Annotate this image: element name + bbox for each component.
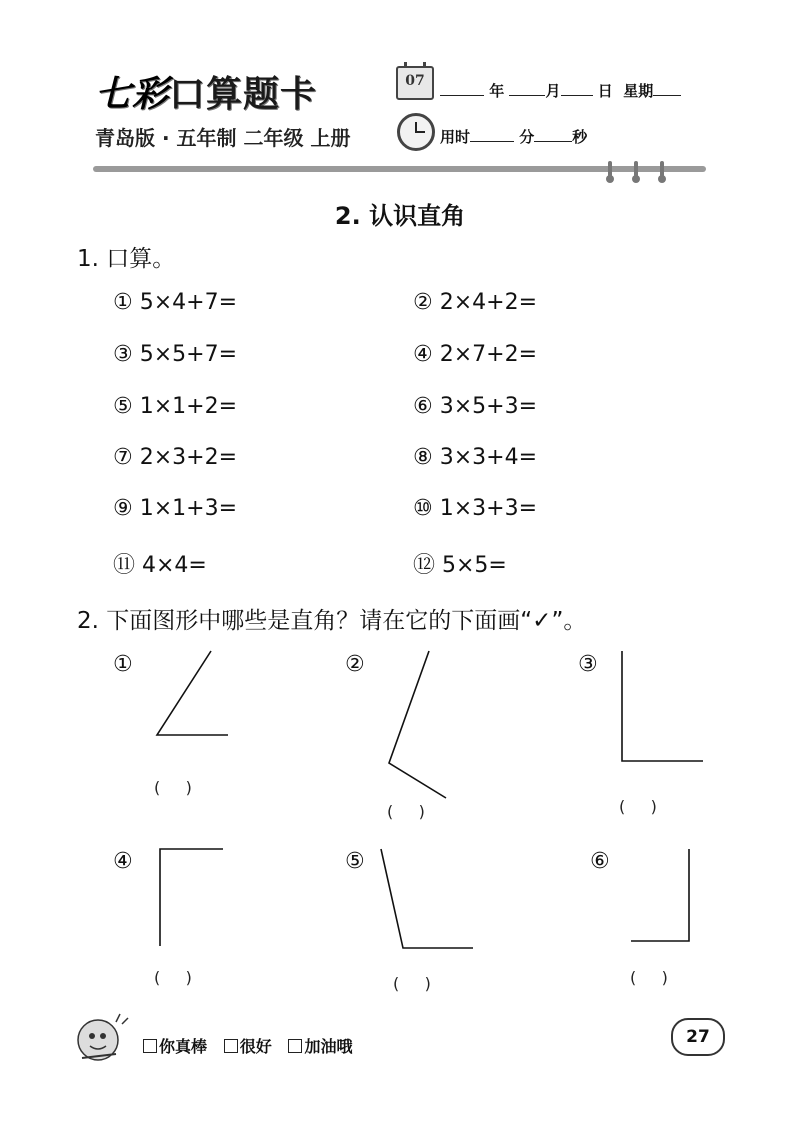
calc-item: ② 2×4+2= (413, 290, 538, 315)
angle-figure-2 (389, 651, 446, 798)
calc-item: ⑫ 5×5= (413, 553, 507, 578)
answer-box[interactable]: ( ) (154, 968, 192, 987)
figure-label: ② (345, 652, 365, 677)
angle-figure-6 (631, 849, 689, 941)
calc-item: ⑨ 1×1+3= (113, 496, 238, 521)
calc-item: ④ 2×7+2= (413, 342, 538, 367)
angle-figure-4 (160, 849, 223, 946)
year-label: 年 (489, 82, 505, 100)
figure-label: ⑥ (590, 849, 610, 874)
calc-item: ⑩ 1×3+3= (413, 496, 538, 521)
calc-item: ③ 5×5+7= (113, 342, 238, 367)
figure-label: ③ (578, 652, 598, 677)
minutes-label: 分 (519, 128, 535, 146)
rating-checkbox[interactable] (224, 1039, 238, 1053)
calendar-icon: 07 (396, 66, 434, 100)
q2-heading: 2. 下面图形中哪些是直角？请在它的下面画“✓”。 (77, 608, 587, 634)
rating-checkbox[interactable] (143, 1039, 157, 1053)
angle-figure-5 (381, 849, 473, 948)
edition-label: 青岛版 · 五年制 二年级 上册 (95, 126, 351, 150)
weekday-label: 星期 (623, 82, 654, 100)
answer-box[interactable]: ( ) (630, 968, 668, 987)
day-label: 日 (597, 82, 613, 100)
month-label: 月 (545, 82, 561, 100)
figure-label: ④ (113, 849, 133, 874)
answer-box[interactable]: ( ) (387, 802, 425, 821)
calc-item: ⑦ 2×3+2= (113, 445, 238, 470)
answer-box[interactable]: ( ) (154, 778, 192, 797)
calc-item: ⑪ 4×4= (113, 553, 207, 578)
calc-item: ⑧ 3×3+4= (413, 445, 538, 470)
rating-checkbox[interactable] (288, 1039, 302, 1053)
calc-item: ⑤ 1×1+2= (113, 394, 238, 419)
page-number: 27 (671, 1018, 725, 1056)
time-used-label: 用时 (440, 128, 471, 146)
seconds-label: 秒 (572, 128, 588, 146)
calc-item: ⑥ 3×5+3= (413, 394, 538, 419)
calc-item: ① 5×4+7= (113, 290, 238, 315)
answer-box[interactable]: ( ) (393, 974, 431, 993)
rating-label: 加油哦 (304, 1037, 353, 1056)
rating-label: 你真棒 (159, 1037, 208, 1056)
angle-figure-1 (157, 651, 228, 735)
figure-label: ① (113, 652, 133, 677)
self-rating-row (143, 1034, 352, 1057)
answer-box[interactable]: ( ) (619, 797, 657, 816)
brand-mark: 七彩 (95, 73, 170, 115)
figure-label: ⑤ (345, 849, 365, 874)
mascot-icon (72, 1010, 132, 1068)
q1-heading: 1. 口算。 (77, 246, 176, 272)
lesson-title: 2. 认识直角 (334, 202, 466, 230)
angle-figure-3 (622, 651, 703, 761)
brand-name: 口算题卡 (169, 73, 318, 115)
rating-label: 很好 (239, 1037, 272, 1056)
